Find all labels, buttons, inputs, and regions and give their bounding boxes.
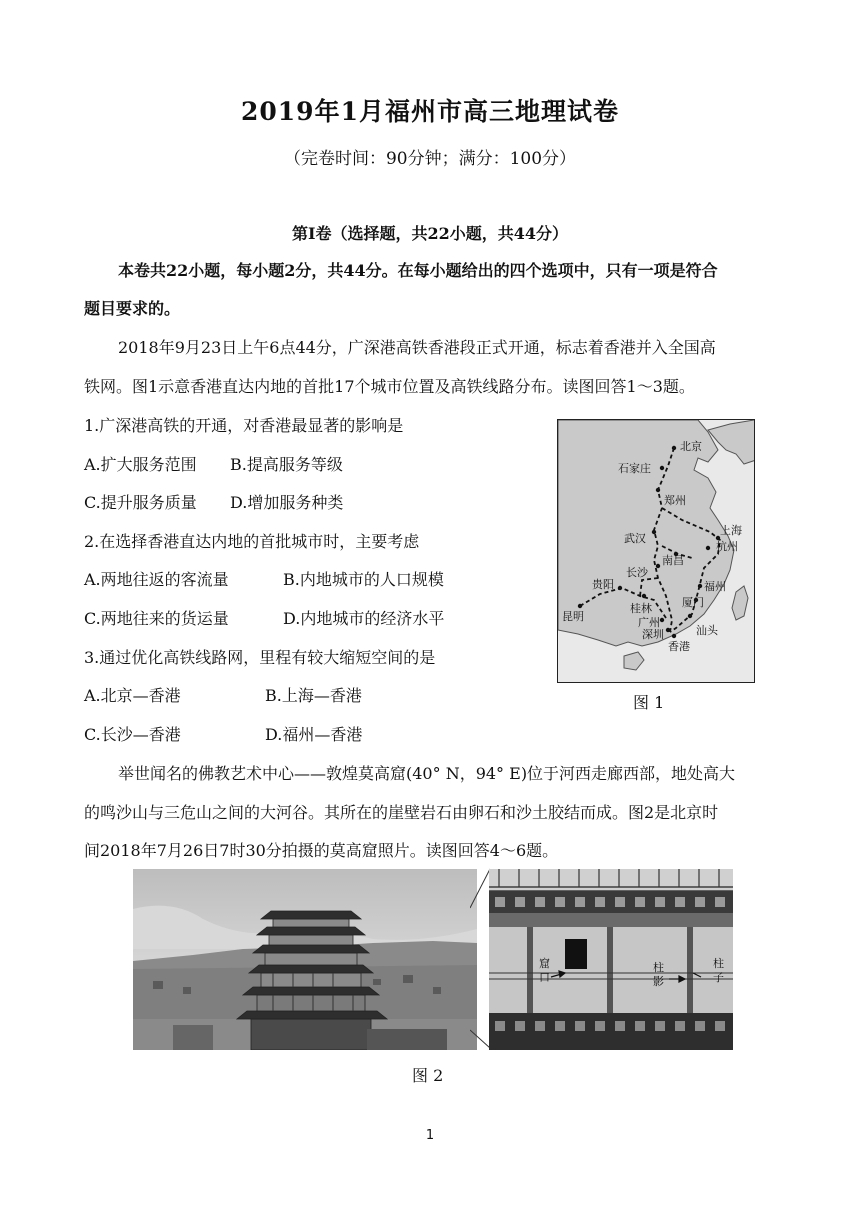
question-3-option-c: C.长沙—香港 <box>84 725 181 744</box>
instructions-line-2: 题目要求的。 <box>84 299 181 318</box>
map-label-beijing: 北京 <box>680 440 702 453</box>
question-3-option-b: B.上海—香港 <box>265 686 362 705</box>
map-label-nanchang: 南昌 <box>662 554 684 567</box>
map-label-xiamen: 厦门 <box>682 596 704 609</box>
question-2-stem: 2.在选择香港直达内地的首批城市时，主要考虑 <box>84 532 420 551</box>
map-label-shanghai: 上海 <box>720 524 742 537</box>
map-label-guiyang: 贵阳 <box>592 578 614 591</box>
map-label-zhengzhou: 郑州 <box>664 494 686 507</box>
map-label-kunming: 昆明 <box>562 610 584 623</box>
passage1-line-2: 铁网。图1示意香港直达内地的首批17个城市位置及高铁线路分布。读图回答1～3题。 <box>84 377 695 396</box>
photo-label-pillar-1: 柱 <box>713 957 724 970</box>
passage2-line-3: 间2018年7月26日7时30分拍摄的莫高窟照片。读图回答4～6题。 <box>84 841 559 860</box>
question-3-option-d: D.福州—香港 <box>265 725 363 744</box>
passage2-line-1: 举世闻名的佛教艺术中心——敦煌莫高窟(40° N，94° E)位于河西走廊西部，地处高大 <box>118 764 736 783</box>
map-label-shenzhen: 深圳 <box>642 628 664 641</box>
question-1-option-d: D.增加服务种类 <box>230 493 344 512</box>
section-heading: 第Ⅰ卷（选择题，共22小题，共44分） <box>291 224 569 243</box>
figure-2-photo-closeup <box>489 869 733 1050</box>
map-label-changsha: 长沙 <box>626 566 648 579</box>
question-3-option-a: A.北京—香港 <box>84 686 181 705</box>
passage2-line-2: 的鸣沙山与三危山之间的大河谷。其所在的崖壁岩石由卵石和沙土胶结而成。图2是北京时 <box>84 803 719 822</box>
map-label-guilin: 桂林 <box>630 602 652 615</box>
figure-2-photo-overview <box>133 869 477 1050</box>
page-number: 1 <box>425 1128 435 1143</box>
map-label-hangzhou: 杭州 <box>716 540 738 553</box>
figure-2-caption: 图 2 <box>412 1066 444 1085</box>
question-2-option-b: B.内地城市的人口规模 <box>283 570 444 589</box>
map-label-fuzhou: 福州 <box>704 580 726 593</box>
map-label-shantou: 汕头 <box>696 624 718 637</box>
map-label-hongkong: 香港 <box>668 640 690 653</box>
photo-label-grotto-2: 口 <box>539 971 550 984</box>
map-label-wuhan: 武汉 <box>624 532 646 545</box>
page-title: 2019年1月福州市高三地理试卷 <box>241 97 619 126</box>
exam-time-info: （完卷时间：90分钟；满分：100分） <box>283 149 577 169</box>
question-2-option-c: C.两地往来的货运量 <box>84 609 229 628</box>
passage1-line-1: 2018年9月23日上午6点44分，广深港高铁香港段正式开通，标志着香港并入全国高 <box>118 338 716 357</box>
photo-label-grotto-1: 窟 <box>539 957 550 970</box>
photo-label-pillar-2: 子 <box>713 971 724 984</box>
question-1-option-b: B.提高服务等级 <box>230 455 343 474</box>
map-label-guangzhou: 广州 <box>638 616 660 629</box>
question-2-option-a: A.两地往返的客流量 <box>84 570 229 589</box>
photo-label-shadow-2: 影 <box>653 975 664 988</box>
question-1-option-c: C.提升服务质量 <box>84 493 197 512</box>
instructions-line-1: 本卷共22小题，每小题2分，共44分。在每小题给出的四个选项中，只有一项是符合 <box>118 261 718 280</box>
question-2-option-d: D.内地城市的经济水平 <box>283 609 445 628</box>
question-3-stem: 3.通过优化高铁线路网，里程有较大缩短空间的是 <box>84 648 436 667</box>
photo-label-shadow-1: 柱 <box>653 961 664 974</box>
figure-1-caption: 图 1 <box>633 693 665 712</box>
figure-1-map <box>557 419 755 683</box>
question-1-stem: 1.广深港高铁的开通，对香港最显著的影响是 <box>84 416 404 435</box>
question-1-option-a: A.扩大服务范围 <box>84 455 197 474</box>
map-label-shijiazhuang: 石家庄 <box>618 462 651 475</box>
